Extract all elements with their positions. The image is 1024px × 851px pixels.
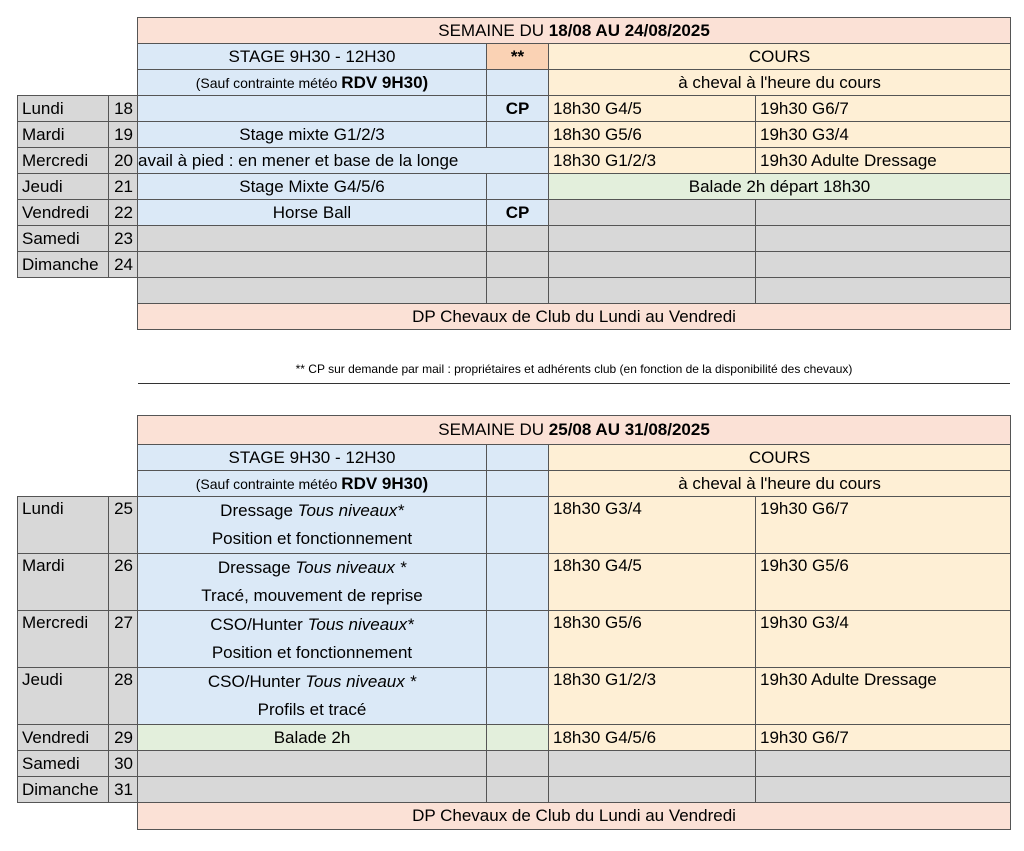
day-number: 18 (109, 96, 138, 122)
week2-subheader-row (18, 471, 1011, 497)
cours-cell: 18h30 G3/4 (549, 497, 756, 554)
day-number: 27 (109, 611, 138, 668)
week2-cours-header: COURS (549, 445, 1011, 471)
day-name: Mercredi (18, 148, 109, 174)
stage-cell: Balade 2h (138, 725, 487, 751)
table-row (18, 554, 1011, 611)
stage-cell: Stage mixte G1/2/3 (138, 122, 487, 148)
cours-cell: 19h30 G3/4 (756, 122, 1011, 148)
day-number: 30 (109, 751, 138, 777)
stage-cell: Dressage Tous niveaux* Position et fonctionnement (138, 497, 487, 554)
day-number: 23 (109, 226, 138, 252)
balade-cell: Balade 2h départ 18h30 (549, 174, 1011, 200)
week1-title: SEMAINE DU 18/08 AU 24/08/2025 (138, 18, 1011, 44)
table-row (18, 96, 1011, 122)
day-name: Jeudi (18, 668, 109, 725)
cours-cell: 18h30 G1/2/3 (549, 148, 756, 174)
day-number: 31 (109, 777, 138, 803)
week1-title-row (18, 18, 1011, 44)
day-number: 22 (109, 200, 138, 226)
day-name: Mercredi (18, 611, 109, 668)
cours-cell: 18h30 G4/5 (549, 96, 756, 122)
stage-cell: Stage Mixte G4/5/6 (138, 174, 487, 200)
table-row (18, 252, 1011, 278)
week2-stage-note: (Sauf contrainte météo RDV 9H30) (138, 471, 487, 497)
cours-cell: 19h30 G5/6 (756, 554, 1011, 611)
day-number: 21 (109, 174, 138, 200)
cours-cell: 18h30 G4/5 (549, 554, 756, 611)
day-name: Vendredi (18, 200, 109, 226)
cours-cell: 19h30 Adulte Dressage (756, 668, 1011, 725)
stage-cell: Horse Ball (138, 200, 487, 226)
day-number: 26 (109, 554, 138, 611)
cp-cell (487, 122, 549, 148)
day-number: 20 (109, 148, 138, 174)
stage-cell: CSO/Hunter Tous niveaux* Position et fonctionnement (138, 611, 487, 668)
cours-cell: 19h30 G6/7 (756, 725, 1011, 751)
table-row (18, 278, 1011, 304)
week2-stage-header: STAGE 9H30 - 12H30 (138, 445, 487, 471)
day-number: 19 (109, 122, 138, 148)
divider (138, 383, 1010, 384)
week2-title-row (18, 416, 1011, 445)
day-number: 24 (109, 252, 138, 278)
cours-cell: 18h30 G1/2/3 (549, 668, 756, 725)
cours-cell: 18h30 G5/6 (549, 611, 756, 668)
table-row (18, 725, 1011, 751)
week2-header-row (18, 445, 1011, 471)
day-name: Dimanche (18, 777, 109, 803)
day-name: Vendredi (18, 725, 109, 751)
table-row (18, 200, 1011, 226)
cours-cell: 18h30 G4/5/6 (549, 725, 756, 751)
week1-cp-header: ** (487, 44, 549, 70)
day-name: Mardi (18, 554, 109, 611)
footnote: ** CP sur demande par mail : propriétaires et adhérents club (en fonction de la disponibilité des chevaux) (295, 362, 853, 376)
cours-cell: 19h30 Adulte Dressage (756, 148, 1011, 174)
week1-footer: DP Chevaux de Club du Lundi au Vendredi (138, 304, 1011, 330)
day-name: Samedi (18, 226, 109, 252)
cp-cell: CP (487, 96, 549, 122)
table-row (18, 148, 1011, 174)
week1-cours-sub: à cheval à l'heure du cours (549, 70, 1011, 96)
day-name: Dimanche (18, 252, 109, 278)
table-row (18, 668, 1011, 725)
cours-cell: 19h30 G6/7 (756, 96, 1011, 122)
day-name: Lundi (18, 497, 109, 554)
week2-footer-row (18, 803, 1011, 830)
day-number: 28 (109, 668, 138, 725)
stage-cell: avail à pied : en mener et base de la longe (138, 148, 549, 174)
week1-cours-header: COURS (549, 44, 1011, 70)
table-row (18, 751, 1011, 777)
week2-title: SEMAINE DU 25/08 AU 31/08/2025 (138, 416, 1011, 445)
cours-cell: 18h30 G5/6 (549, 122, 756, 148)
table-row (18, 611, 1011, 668)
cours-cell: 19h30 G3/4 (756, 611, 1011, 668)
day-name: Jeudi (18, 174, 109, 200)
week1-schedule-table (17, 17, 1011, 330)
cp-cell: CP (487, 200, 549, 226)
week2-schedule-table (17, 415, 1011, 830)
cp-cell (487, 174, 549, 200)
day-number: 29 (109, 725, 138, 751)
table-row (18, 497, 1011, 554)
day-name: Samedi (18, 751, 109, 777)
week1-stage-note: (Sauf contrainte météo RDV 9H30) (138, 70, 487, 96)
stage-cell (138, 96, 487, 122)
week1-header-row (18, 44, 1011, 70)
week1-footer-row (18, 304, 1011, 330)
table-row (18, 226, 1011, 252)
table-row (18, 777, 1011, 803)
table-row (18, 122, 1011, 148)
table-row (18, 174, 1011, 200)
week1-stage-header: STAGE 9H30 - 12H30 (138, 44, 487, 70)
week1-subheader-row (18, 70, 1011, 96)
day-number: 25 (109, 497, 138, 554)
day-name: Mardi (18, 122, 109, 148)
stage-cell: CSO/Hunter Tous niveaux * Profils et tracé (138, 668, 487, 725)
stage-cell: Dressage Tous niveaux * Tracé, mouvement de reprise (138, 554, 487, 611)
week2-cours-sub: à cheval à l'heure du cours (549, 471, 1011, 497)
day-name: Lundi (18, 96, 109, 122)
cours-cell: 19h30 G6/7 (756, 497, 1011, 554)
week2-footer: DP Chevaux de Club du Lundi au Vendredi (138, 803, 1011, 830)
